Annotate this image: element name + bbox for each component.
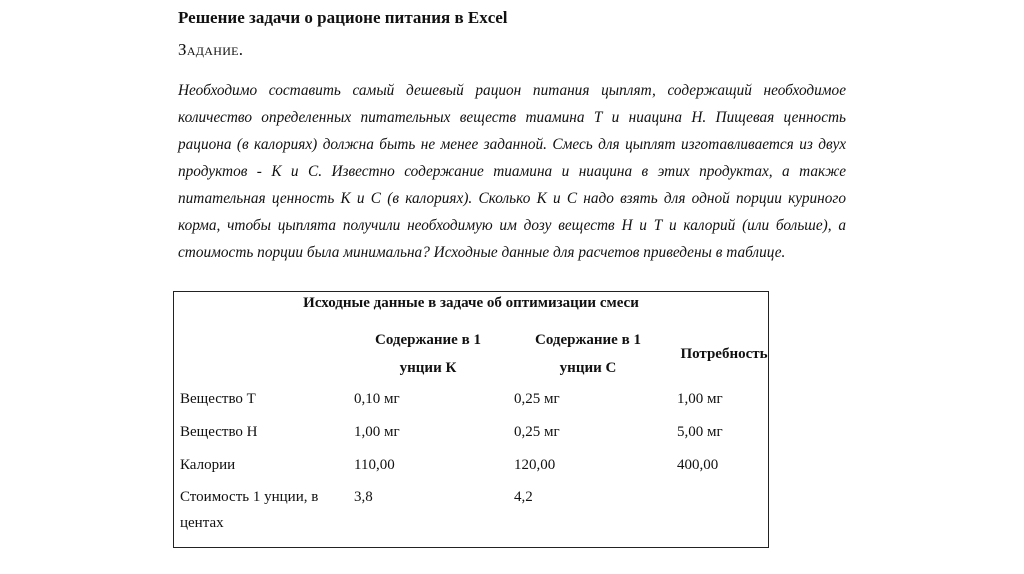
column-header-c: Содержание в 1 унции С [535, 332, 641, 376]
column-header-k: Содержание в 1 унции К [375, 332, 481, 376]
cell-cal-c: 120,00 [514, 457, 556, 473]
row-label-cost: Стоимость 1 унции, в центах [180, 489, 319, 531]
row-label-cal: Калории [180, 457, 236, 473]
cell-t-k: 0,10 мг [354, 391, 400, 407]
cell-cost-k: 3,8 [354, 489, 373, 505]
cell-h-need: 5,00 мг [677, 424, 723, 440]
row-label-h: Вещество Н [180, 424, 258, 440]
row-label-t: Вещество Т [180, 391, 256, 407]
task-description: Необходимо составить самый дешевый рацион питания цыплят, содержащий необходимое количество определенных питательных веществ тиамина Т и ниацина Н. Пищевая ценность рациона (в калориях) должна быть не менее заданной. Смесь для цыплят изготавливается из двух продуктов - К и С. Известно содержание тиамина и ниацина в этих продуктах, а также питательная ценность К и С (в калориях). Сколько К и С надо взять для одной порции куриного корма, чтобы цыплята получили необходимую им дозу веществ Н и Т и калорий (или больше), а стоимость порции была минимальна? Исходные данные для расчетов приведены в таблице. [178, 82, 846, 261]
column-header-need: Потребность [680, 346, 768, 362]
table-title: Исходные данные в задаче об оптимизации смеси [303, 295, 639, 311]
cell-h-k: 1,00 мг [354, 424, 400, 440]
data-table [173, 291, 769, 548]
cell-cal-need: 400,00 [677, 457, 719, 473]
cell-t-need: 1,00 мг [677, 391, 723, 407]
cell-t-c: 0,25 мг [514, 391, 560, 407]
cell-h-c: 0,25 мг [514, 424, 560, 440]
cell-cal-k: 110,00 [354, 457, 395, 473]
cell-cost-c: 4,2 [514, 489, 533, 505]
page-title: Решение задачи о рационе питания в Excel [178, 8, 508, 27]
section-subtitle: Задание. [178, 40, 244, 59]
